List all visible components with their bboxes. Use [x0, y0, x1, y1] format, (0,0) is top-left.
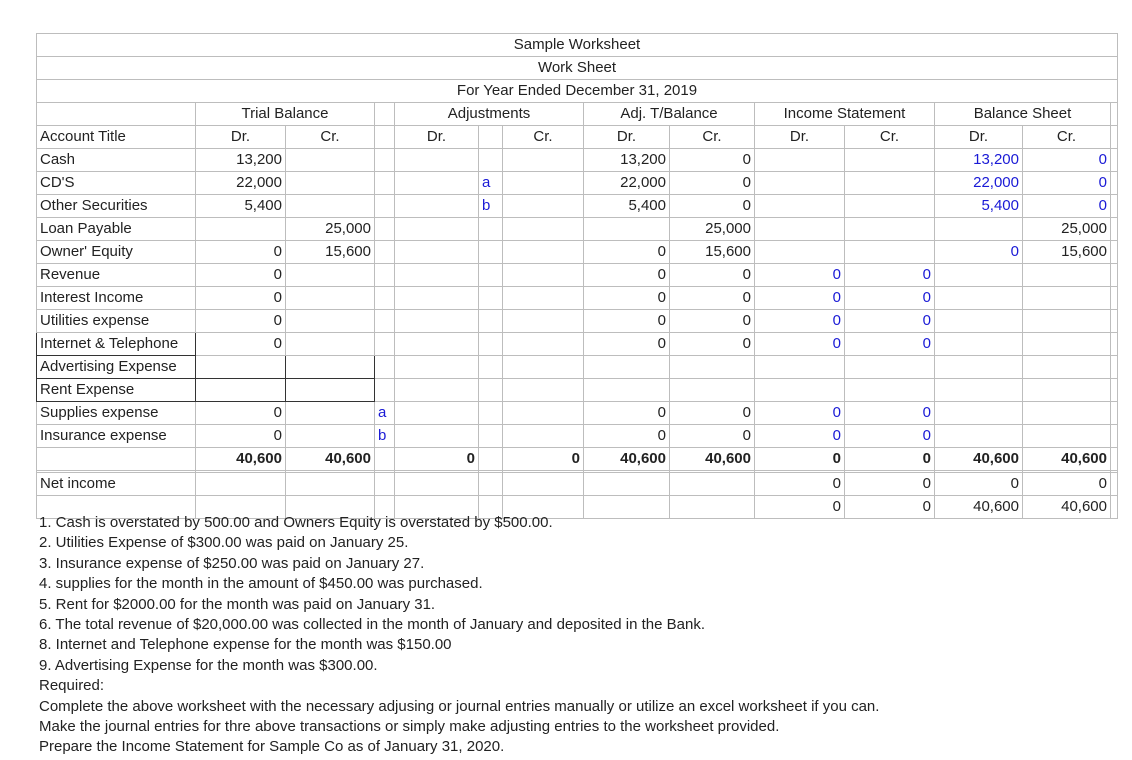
instruction-line: Prepare the Income Statement for Sample Co as of January 31, 2020. [39, 738, 505, 756]
tb-dr-cell: 0 [196, 310, 286, 333]
bs-dr-cell: 5,400 [935, 195, 1023, 218]
is-cr-cell [845, 379, 935, 402]
adj-ref-cr-cell [479, 333, 503, 356]
blank-cell [1111, 126, 1118, 149]
tb-dr-cell: 5,400 [196, 195, 286, 218]
instruction-line: 1. Cash is overstated by 500.00 and Owners Equity is overstated by $500.00. [39, 514, 553, 531]
adj-ref-dr-cell [375, 172, 395, 195]
bs-dr-cell [935, 425, 1023, 448]
bs-dr-cell [935, 287, 1023, 310]
tb-cr-cell: 40,600 [286, 448, 375, 471]
bs-dr-cell: 0 [935, 241, 1023, 264]
atb-cr-cell: 0 [670, 402, 755, 425]
bs-dr-cell: 40,600 [935, 496, 1023, 519]
adj-dr-cell [395, 310, 479, 333]
account-cell: Cash [37, 149, 196, 172]
is-dr-cell [755, 149, 845, 172]
header-atb-dr: Dr. [584, 126, 670, 149]
adj-cr-cell [503, 264, 584, 287]
instruction-line: 4. supplies for the month in the amount of $450.00 was purchased. [39, 575, 483, 593]
adj-cr-cell [503, 149, 584, 172]
adj-ref-dr-cell [375, 448, 395, 471]
adj-ref-cr-cell [479, 425, 503, 448]
adj-ref-dr-cell [375, 310, 395, 333]
bs-dr-cell [935, 218, 1023, 241]
adj-ref-dr-cell [375, 195, 395, 218]
blank-cell [375, 103, 395, 126]
account-cell: Advertising Expense [37, 356, 196, 379]
blank-cell [1111, 195, 1118, 218]
adj-ref-cr-cell [479, 264, 503, 287]
bs-dr-cell [935, 379, 1023, 402]
is-dr-cell: 0 [755, 448, 845, 471]
adj-cr-cell [503, 333, 584, 356]
bs-cr-cell: 0 [1023, 195, 1111, 218]
atb-cr-cell [670, 473, 755, 496]
atb-cr-cell: 0 [670, 425, 755, 448]
tb-cr-cell [286, 425, 375, 448]
bs-dr-cell [935, 333, 1023, 356]
is-cr-cell: 0 [845, 333, 935, 356]
account-cell: Internet & Telephone [37, 333, 196, 356]
adj-dr-cell [395, 172, 479, 195]
tb-cr-cell [286, 379, 375, 402]
bs-cr-cell: 0 [1023, 149, 1111, 172]
table-row [37, 172, 1118, 195]
adj-ref-cr-cell [479, 448, 503, 471]
adj-ref-dr-cell [375, 473, 395, 496]
bs-cr-cell: 25,000 [1023, 218, 1111, 241]
atb-dr-cell: 22,000 [584, 172, 670, 195]
atb-cr-cell: 0 [670, 264, 755, 287]
bs-cr-cell [1023, 356, 1111, 379]
adj-dr-cell [395, 425, 479, 448]
is-dr-cell [755, 356, 845, 379]
adj-ref-dr-cell [375, 218, 395, 241]
instructions-list [39, 513, 879, 758]
adj-ref-cr-cell [479, 310, 503, 333]
adj-cr-cell [503, 287, 584, 310]
adj-ref-cr-cell [479, 402, 503, 425]
adj-cr-cell [503, 356, 584, 379]
adj-dr-cell [395, 402, 479, 425]
table-row [37, 264, 1118, 287]
blank-cell [1111, 333, 1118, 356]
tb-dr-cell: 0 [196, 241, 286, 264]
adj-ref-dr-cell: b [375, 425, 395, 448]
adj-dr-cell [395, 195, 479, 218]
worksheet-period: For Year Ended December 31, 2019 [37, 80, 1118, 103]
is-dr-cell [755, 218, 845, 241]
account-cell: Net income [37, 473, 196, 496]
blank-cell [1111, 379, 1118, 402]
adj-dr-cell: 0 [395, 448, 479, 471]
tb-cr-cell: 15,600 [286, 241, 375, 264]
table-row [37, 448, 1118, 471]
atb-cr-cell: 40,600 [670, 448, 755, 471]
is-dr-cell: 0 [755, 287, 845, 310]
is-cr-cell: 0 [845, 496, 935, 519]
atb-dr-cell: 13,200 [584, 149, 670, 172]
tb-dr-cell: 0 [196, 333, 286, 356]
blank-cell [37, 103, 196, 126]
instruction-line: 2. Utilities Expense of $300.00 was paid on January 25. [39, 534, 409, 552]
account-cell: Utilities expense [37, 310, 196, 333]
bs-cr-cell [1023, 402, 1111, 425]
adj-dr-cell [395, 333, 479, 356]
table-row [37, 195, 1118, 218]
instruction-line: Required: [39, 677, 105, 695]
adj-cr-cell: 0 [503, 448, 584, 471]
is-cr-cell: 0 [845, 402, 935, 425]
is-dr-cell: 0 [755, 402, 845, 425]
adj-cr-cell [503, 241, 584, 264]
table-row [37, 473, 1118, 496]
table-row [37, 241, 1118, 264]
table-row [37, 356, 1118, 379]
is-dr-cell [755, 172, 845, 195]
account-cell: Insurance expense [37, 425, 196, 448]
tb-dr-cell: 0 [196, 264, 286, 287]
instruction-line: 8. Internet and Telephone expense for the month was $150.00 [39, 636, 452, 654]
header-is-cr: Cr. [845, 126, 935, 149]
adj-ref-cr-cell [479, 241, 503, 264]
account-cell: Owner' Equity [37, 241, 196, 264]
adj-cr-cell [503, 310, 584, 333]
adj-dr-cell [395, 218, 479, 241]
tb-cr-cell [286, 333, 375, 356]
instruction-line: Make the journal entries for thre above transactions or simply make adjusting entries to the worksheet provided. [39, 718, 780, 736]
atb-dr-cell: 0 [584, 333, 670, 356]
is-dr-cell [755, 195, 845, 218]
blank-cell [1111, 172, 1118, 195]
tb-dr-cell: 0 [196, 287, 286, 310]
instruction-line: 3. Insurance expense of $250.00 was paid on January 27. [39, 554, 425, 572]
blank-cell [1111, 103, 1118, 126]
bs-cr-cell [1023, 379, 1111, 402]
bs-dr-cell: 40,600 [935, 448, 1023, 471]
is-cr-cell [845, 241, 935, 264]
atb-dr-cell [584, 379, 670, 402]
account-cell: Other Securities [37, 195, 196, 218]
group-adjustments: Adjustments [395, 103, 584, 126]
tb-cr-cell [286, 356, 375, 379]
bs-cr-cell: 15,600 [1023, 241, 1111, 264]
table-row [37, 310, 1118, 333]
adj-dr-cell [395, 473, 479, 496]
table-row [37, 333, 1118, 356]
adj-ref-dr-cell [375, 264, 395, 287]
is-dr-cell: 0 [755, 310, 845, 333]
group-adj-tb: Adj. T/Balance [584, 103, 755, 126]
tb-cr-cell [286, 172, 375, 195]
atb-dr-cell: 0 [584, 402, 670, 425]
tb-cr-cell: 25,000 [286, 218, 375, 241]
adj-cr-cell [503, 379, 584, 402]
blank-cell [1111, 264, 1118, 287]
bs-cr-cell [1023, 310, 1111, 333]
is-dr-cell: 0 [755, 333, 845, 356]
tb-cr-cell [286, 264, 375, 287]
table-row [37, 218, 1118, 241]
tb-cr-cell [286, 310, 375, 333]
table-row [37, 149, 1118, 172]
atb-dr-cell: 0 [584, 264, 670, 287]
atb-cr-cell [670, 356, 755, 379]
blank-cell [375, 126, 395, 149]
atb-dr-cell: 40,600 [584, 448, 670, 471]
table-row [37, 425, 1118, 448]
adj-ref-dr-cell [375, 287, 395, 310]
atb-dr-cell: 0 [584, 310, 670, 333]
worksheet-title: Sample Worksheet [37, 34, 1118, 57]
adj-cr-cell [503, 195, 584, 218]
blank-cell [1111, 496, 1118, 519]
is-cr-cell: 0 [845, 425, 935, 448]
blank-cell [1111, 473, 1118, 496]
bs-dr-cell: 13,200 [935, 149, 1023, 172]
account-cell [37, 448, 196, 471]
table-row [37, 287, 1118, 310]
atb-dr-cell [584, 473, 670, 496]
is-cr-cell: 0 [845, 287, 935, 310]
adj-dr-cell [395, 241, 479, 264]
adj-cr-cell [503, 425, 584, 448]
adj-ref-dr-cell [375, 149, 395, 172]
group-balance-sheet: Balance Sheet [935, 103, 1111, 126]
adj-dr-cell [395, 379, 479, 402]
blank-cell [1111, 402, 1118, 425]
bs-cr-cell [1023, 333, 1111, 356]
tb-dr-cell [196, 218, 286, 241]
bs-dr-cell: 22,000 [935, 172, 1023, 195]
is-cr-cell: 0 [845, 473, 935, 496]
is-cr-cell [845, 172, 935, 195]
blank-cell [1111, 310, 1118, 333]
group-income-statement: Income Statement [755, 103, 935, 126]
adj-ref-cr-cell [479, 218, 503, 241]
atb-cr-cell: 15,600 [670, 241, 755, 264]
adj-dr-cell [395, 287, 479, 310]
atb-cr-cell: 0 [670, 195, 755, 218]
atb-dr-cell: 0 [584, 241, 670, 264]
atb-dr-cell [584, 218, 670, 241]
atb-dr-cell: 5,400 [584, 195, 670, 218]
header-tb-dr: Dr. [196, 126, 286, 149]
bs-cr-cell [1023, 287, 1111, 310]
instruction-line: 5. Rent for $2000.00 for the month was paid on January 31. [39, 595, 436, 613]
tb-dr-cell: 40,600 [196, 448, 286, 471]
group-trial-balance: Trial Balance [196, 103, 375, 126]
is-cr-cell [845, 218, 935, 241]
instruction-line: Complete the above worksheet with the necessary adjusing or journal entries manually or utilize an excel worksheet if you can. [39, 697, 880, 715]
tb-dr-cell: 0 [196, 402, 286, 425]
atb-dr-cell: 0 [584, 287, 670, 310]
account-cell: Rent Expense [37, 379, 196, 402]
bs-cr-cell: 0 [1023, 172, 1111, 195]
adj-ref-dr-cell [375, 241, 395, 264]
tb-dr-cell [196, 356, 286, 379]
blank-cell [1111, 425, 1118, 448]
is-cr-cell [845, 149, 935, 172]
is-cr-cell: 0 [845, 310, 935, 333]
account-cell: CD'S [37, 172, 196, 195]
atb-cr-cell: 0 [670, 287, 755, 310]
header-adj-dr: Dr. [395, 126, 479, 149]
bs-cr-cell [1023, 425, 1111, 448]
tb-cr-cell [286, 473, 375, 496]
tb-cr-cell [286, 287, 375, 310]
adj-cr-cell [503, 473, 584, 496]
adj-cr-cell [503, 172, 584, 195]
adj-ref-cr-cell: a [479, 172, 503, 195]
adj-ref-cr-cell [479, 149, 503, 172]
worksheet-table [36, 33, 1118, 519]
atb-cr-cell: 0 [670, 333, 755, 356]
bs-cr-cell: 40,600 [1023, 496, 1111, 519]
bs-dr-cell [935, 310, 1023, 333]
bs-cr-cell: 40,600 [1023, 448, 1111, 471]
blank-cell [1111, 287, 1118, 310]
adj-ref-dr-cell: a [375, 402, 395, 425]
tb-dr-cell: 0 [196, 425, 286, 448]
tb-dr-cell [196, 379, 286, 402]
adj-dr-cell [395, 264, 479, 287]
blank-cell [1111, 241, 1118, 264]
adj-dr-cell [395, 149, 479, 172]
adj-ref-cr-cell [479, 379, 503, 402]
tb-dr-cell [196, 473, 286, 496]
adj-cr-cell [503, 218, 584, 241]
is-dr-cell [755, 241, 845, 264]
adj-ref-cr-cell [479, 287, 503, 310]
bs-dr-cell: 0 [935, 473, 1023, 496]
adj-dr-cell [395, 356, 479, 379]
is-dr-cell: 0 [755, 496, 845, 519]
adj-ref-dr-cell [375, 333, 395, 356]
header-atb-cr: Cr. [670, 126, 755, 149]
account-cell: Interest Income [37, 287, 196, 310]
adj-ref-cr-cell [479, 356, 503, 379]
atb-cr-cell: 0 [670, 310, 755, 333]
tb-cr-cell [286, 402, 375, 425]
is-cr-cell [845, 195, 935, 218]
atb-cr-cell [670, 379, 755, 402]
bs-dr-cell [935, 402, 1023, 425]
header-adj-cr: Cr. [503, 126, 584, 149]
tb-cr-cell [286, 195, 375, 218]
adj-ref-dr-cell [375, 356, 395, 379]
account-cell: Supplies expense [37, 402, 196, 425]
is-cr-cell: 0 [845, 264, 935, 287]
is-dr-cell: 0 [755, 425, 845, 448]
is-cr-cell: 0 [845, 448, 935, 471]
bs-cr-cell [1023, 264, 1111, 287]
blank-cell [1111, 356, 1118, 379]
account-cell: Loan Payable [37, 218, 196, 241]
blank-cell [479, 126, 503, 149]
header-is-dr: Dr. [755, 126, 845, 149]
tb-dr-cell: 22,000 [196, 172, 286, 195]
header-tb-cr: Cr. [286, 126, 375, 149]
atb-cr-cell: 0 [670, 172, 755, 195]
bs-dr-cell [935, 264, 1023, 287]
blank-cell [1111, 218, 1118, 241]
is-dr-cell: 0 [755, 264, 845, 287]
atb-cr-cell: 0 [670, 149, 755, 172]
adj-ref-cr-cell: b [479, 195, 503, 218]
bs-dr-cell [935, 356, 1023, 379]
header-bs-cr: Cr. [1023, 126, 1111, 149]
table-row [37, 402, 1118, 425]
header-bs-dr: Dr. [935, 126, 1023, 149]
atb-cr-cell: 25,000 [670, 218, 755, 241]
adj-ref-cr-cell [479, 473, 503, 496]
atb-dr-cell [584, 356, 670, 379]
account-cell: Revenue [37, 264, 196, 287]
adj-cr-cell [503, 402, 584, 425]
is-dr-cell: 0 [755, 473, 845, 496]
atb-dr-cell: 0 [584, 425, 670, 448]
blank-cell [1111, 149, 1118, 172]
is-cr-cell [845, 356, 935, 379]
tb-dr-cell: 13,200 [196, 149, 286, 172]
worksheet-subtitle: Work Sheet [37, 57, 1118, 80]
adj-ref-dr-cell [375, 379, 395, 402]
bs-cr-cell: 0 [1023, 473, 1111, 496]
table-row [37, 379, 1118, 402]
header-account-title: Account Title [37, 126, 196, 149]
instruction-line: 9. Advertising Expense for the month was $300.00. [39, 656, 378, 674]
instruction-line: 6. The total revenue of $20,000.00 was collected in the month of January and deposited in the Bank. [39, 616, 706, 634]
blank-cell [1111, 448, 1118, 471]
is-dr-cell [755, 379, 845, 402]
tb-cr-cell [286, 149, 375, 172]
